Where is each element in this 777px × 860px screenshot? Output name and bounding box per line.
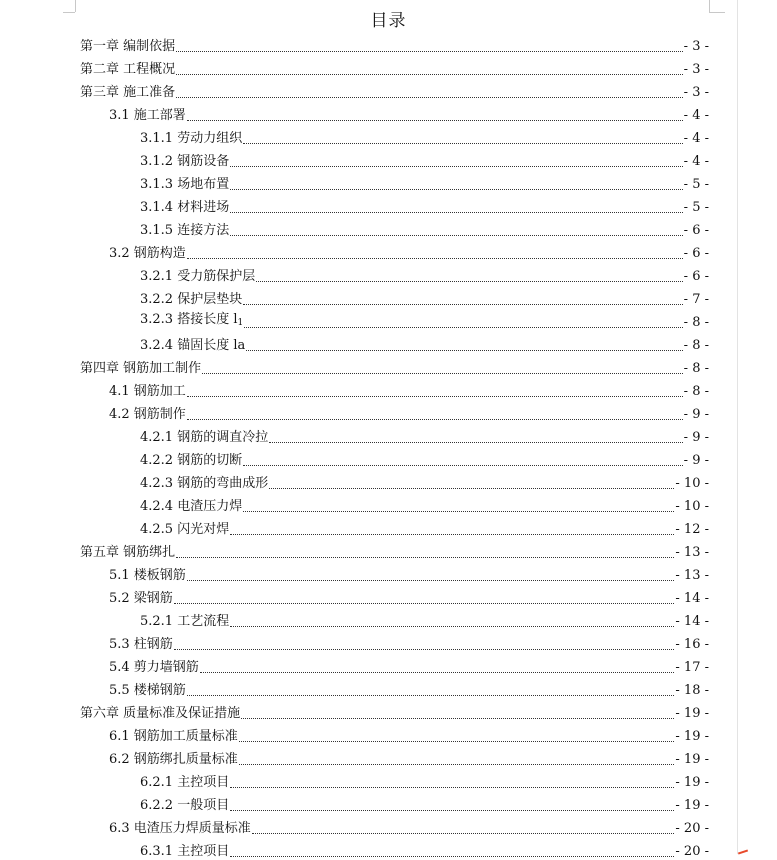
toc-entry-label: 5.2.1 工艺流程 xyxy=(140,614,230,629)
dot-leader xyxy=(230,856,674,857)
toc-entry-label: 4.2.4 电渣压力焊 xyxy=(140,499,243,514)
toc-entry-page: - 9 - xyxy=(683,407,709,422)
dot-leader xyxy=(243,143,682,144)
toc-entry-subsection[interactable] xyxy=(140,447,709,469)
dot-leader xyxy=(176,74,683,75)
dot-leader xyxy=(239,741,675,742)
toc-entry-page: - 4 - xyxy=(683,131,709,146)
toc-entry-page: - 17 - xyxy=(675,660,709,675)
toc-entry-subsection[interactable] xyxy=(140,769,709,791)
toc-entry-subsection[interactable] xyxy=(140,194,709,216)
toc-entry-label: 3.1.1 劳动力组织 xyxy=(140,131,243,146)
toc-entry-label: 3.1.4 材料进场 xyxy=(140,200,230,215)
dot-leader xyxy=(239,764,675,765)
toc-entry-section[interactable] xyxy=(109,102,709,124)
toc-entry-page: - 14 - xyxy=(675,591,709,606)
toc-entry-label: 6.1 钢筋加工质量标准 xyxy=(109,729,238,744)
dot-leader xyxy=(243,511,674,512)
toc-entry-chapter[interactable] xyxy=(80,539,709,561)
toc-entry-page: - 6 - xyxy=(683,223,709,238)
toc-entry-subsection[interactable] xyxy=(140,171,709,193)
toc-entry-subsection[interactable] xyxy=(140,608,709,630)
toc-entry-label: 6.3 电渣压力焊质量标准 xyxy=(109,821,251,836)
dot-leader xyxy=(187,695,675,696)
toc-entry-label: 4.2.3 钢筋的弯曲成形 xyxy=(140,476,269,491)
dot-leader xyxy=(230,810,674,811)
toc-entry-subsection[interactable] xyxy=(140,125,709,147)
toc-entry-label: 4.2 钢筋制作 xyxy=(109,407,186,422)
dot-leader xyxy=(187,258,683,259)
toc-entry-label: 第三章 施工准备 xyxy=(80,85,176,100)
toc-entry-label: 第六章 质量标准及保证措施 xyxy=(80,706,241,721)
toc-entry-label: 3.1.3 场地布置 xyxy=(140,177,230,192)
toc-entry-page: - 3 - xyxy=(683,62,709,77)
toc-entry-page: - 3 - xyxy=(683,85,709,100)
dot-leader xyxy=(269,442,682,443)
toc-entry-label: 6.3.1 主控项目 xyxy=(140,844,230,859)
toc-entry-page: - 5 - xyxy=(683,200,709,215)
toc-entry-label: 3.2 钢筋构造 xyxy=(109,246,186,261)
toc-entry-label: 4.1 钢筋加工 xyxy=(109,384,186,399)
toc-entry-page: - 20 - xyxy=(675,844,709,859)
dot-leader xyxy=(176,97,683,98)
dot-leader xyxy=(187,120,683,121)
toc-entry-label: 3.2.4 锚固长度 la xyxy=(140,338,246,353)
toc-entry-chapter[interactable] xyxy=(80,355,709,377)
toc-entry-label: 4.2.2 钢筋的切断 xyxy=(140,453,243,468)
dot-leader xyxy=(243,304,682,305)
subscript: 1 xyxy=(237,318,244,328)
toc-entry-page: - 4 - xyxy=(683,154,709,169)
toc-entry-page: - 10 - xyxy=(675,499,709,514)
toc-entry-page: - 10 - xyxy=(675,476,709,491)
dot-leader xyxy=(230,626,674,627)
toc-entry-section[interactable] xyxy=(109,240,709,262)
toc-entry-label: 6.2.1 主控项目 xyxy=(140,775,230,790)
toc-entry-page: - 4 - xyxy=(683,108,709,123)
toc-entry-label: 3.2.2 保护层垫块 xyxy=(140,292,243,307)
toc-entry-page: - 13 - xyxy=(675,568,709,583)
dot-leader xyxy=(241,718,674,719)
toc-entry-chapter[interactable] xyxy=(80,700,709,722)
toc-entry-page: - 14 - xyxy=(675,614,709,629)
toc-entry-subsection[interactable] xyxy=(140,838,709,860)
dot-leader xyxy=(230,166,682,167)
toc-entry-subsection[interactable] xyxy=(140,516,709,538)
toc-entry-label: 4.2.5 闪光对焊 xyxy=(140,522,230,537)
dot-leader xyxy=(176,557,674,558)
toc-entry-chapter[interactable] xyxy=(80,56,709,78)
toc-entry-section[interactable] xyxy=(109,654,709,676)
toc-entry-page: - 6 - xyxy=(683,246,709,261)
toc-entry-page: - 18 - xyxy=(675,683,709,698)
dot-leader xyxy=(256,281,682,282)
toc-entry-subsection[interactable] xyxy=(140,309,709,331)
dot-leader xyxy=(176,51,683,52)
toc-entry-section[interactable] xyxy=(109,585,709,607)
toc-entry-subsection[interactable] xyxy=(140,263,709,285)
page-edge xyxy=(737,0,738,854)
dot-leader xyxy=(252,833,675,834)
dot-leader xyxy=(187,580,675,581)
toc-entry-label xyxy=(140,312,243,331)
dot-leader xyxy=(230,787,674,788)
toc-entry-page: - 19 - xyxy=(675,706,709,721)
toc-entry-page: - 12 - xyxy=(675,522,709,537)
toc-entry-page: - 19 - xyxy=(675,729,709,744)
toc-entry-subsection[interactable] xyxy=(140,217,709,239)
toc-entry-page: - 3 - xyxy=(683,39,709,54)
toc-entry-subsection[interactable] xyxy=(140,332,709,354)
toc-entry-section[interactable] xyxy=(109,746,709,768)
toc-entry-label: 5.5 楼梯钢筋 xyxy=(109,683,186,698)
toc-entry-page: - 6 - xyxy=(683,269,709,284)
toc-entry-label: 5.1 楼板钢筋 xyxy=(109,568,186,583)
toc-entry-page: - 9 - xyxy=(683,430,709,445)
toc-entry-label-text: 3.2.3 搭接长度 l xyxy=(140,312,238,327)
toc-entry-subsection[interactable] xyxy=(140,493,709,515)
dot-leader xyxy=(174,603,675,604)
dot-leader xyxy=(187,396,683,397)
toc-entry-page: - 7 - xyxy=(683,292,709,307)
dot-leader xyxy=(243,465,682,466)
dot-leader xyxy=(269,488,674,489)
toc-entry-section[interactable] xyxy=(109,378,709,400)
toc-entry-chapter[interactable] xyxy=(80,33,709,55)
toc-entry-label: 第五章 钢筋绑扎 xyxy=(80,545,176,560)
toc-entry-page: - 8 - xyxy=(683,315,709,330)
toc-entry-label: 第四章 钢筋加工制作 xyxy=(80,361,202,376)
toc-entry-page: - 8 - xyxy=(683,384,709,399)
dot-leader xyxy=(230,212,682,213)
toc-entry-label: 3.1 施工部署 xyxy=(109,108,186,123)
dot-leader xyxy=(174,649,675,650)
dot-leader xyxy=(244,327,682,328)
dot-leader xyxy=(187,419,683,420)
toc-entry-label: 6.2 钢筋绑扎质量标准 xyxy=(109,752,238,767)
toc-entry-section[interactable] xyxy=(109,815,709,837)
dot-leader xyxy=(202,373,683,374)
toc-entry-label: 第二章 工程概况 xyxy=(80,62,176,77)
toc-entry-chapter[interactable] xyxy=(80,79,709,101)
dot-leader xyxy=(246,350,682,351)
toc-entry-label: 第一章 编制依据 xyxy=(80,39,176,54)
toc-entry-page: - 19 - xyxy=(675,775,709,790)
toc-entry-section[interactable] xyxy=(109,401,709,423)
toc-entry-section[interactable] xyxy=(109,631,709,653)
toc-entry-page: - 9 - xyxy=(683,453,709,468)
toc-entry-section[interactable] xyxy=(109,677,709,699)
toc-entry-page: - 13 - xyxy=(675,545,709,560)
toc-entry-label: 5.3 柱钢筋 xyxy=(109,637,173,652)
toc-entry-label: 4.2.1 钢筋的调直冷拉 xyxy=(140,430,269,445)
toc-entry-page: - 20 - xyxy=(675,821,709,836)
toc-entry-section[interactable] xyxy=(109,562,709,584)
toc-entry-page: - 19 - xyxy=(675,798,709,813)
toc-entry-page: - 19 - xyxy=(675,752,709,767)
toc-title: 目录 xyxy=(370,11,407,31)
toc-entry-page: - 5 - xyxy=(683,177,709,192)
toc-entry-page: - 8 - xyxy=(683,338,709,353)
toc-entry-label: 3.1.2 钢筋设备 xyxy=(140,154,230,169)
toc-entry-subsection[interactable] xyxy=(140,148,709,170)
toc-entry-label: 6.2.2 一般项目 xyxy=(140,798,230,813)
toc-entry-page: - 16 - xyxy=(675,637,709,652)
toc-entry-subsection[interactable] xyxy=(140,286,709,308)
dot-leader xyxy=(230,189,682,190)
toc-entry-subsection[interactable] xyxy=(140,792,709,814)
toc-entry-label: 5.2 梁钢筋 xyxy=(109,591,173,606)
toc-entry-subsection[interactable] xyxy=(140,470,709,492)
toc-entry-page: - 8 - xyxy=(683,361,709,376)
toc-entry-label: 3.2.1 受力筋保护层 xyxy=(140,269,256,284)
toc-entry-label: 3.1.5 连接方法 xyxy=(140,223,230,238)
toc-entry-section[interactable] xyxy=(109,723,709,745)
toc-entry-label: 5.4 剪力墙钢筋 xyxy=(109,660,199,675)
toc-entry-subsection[interactable] xyxy=(140,424,709,446)
dot-leader xyxy=(230,235,682,236)
dot-leader xyxy=(200,672,675,673)
dot-leader xyxy=(230,534,674,535)
